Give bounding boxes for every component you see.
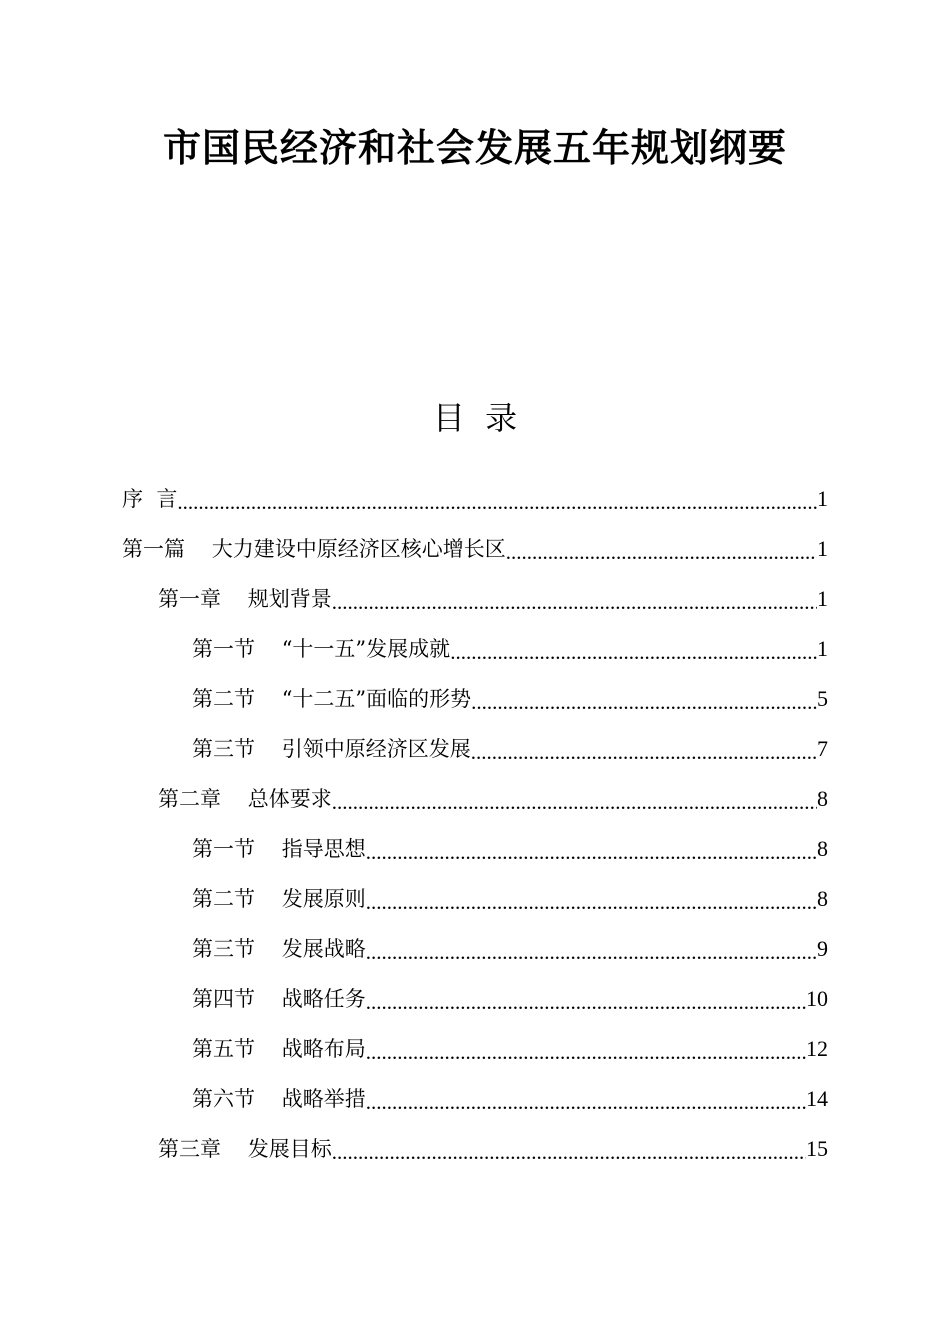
toc-entry[interactable] <box>0 824 950 874</box>
toc-entry-page-number: 8 <box>817 786 828 811</box>
toc-entry[interactable] <box>0 674 950 724</box>
toc-entry[interactable] <box>0 1024 950 1074</box>
toc-entry[interactable] <box>0 624 950 674</box>
toc-entry-label: 第五节 战略布局 <box>192 1037 366 1061</box>
toc-entry[interactable] <box>0 924 950 974</box>
toc-entry[interactable] <box>0 724 950 774</box>
toc-dot-leader <box>366 824 817 874</box>
toc-entry[interactable] <box>0 474 950 524</box>
toc-entry[interactable] <box>0 1124 950 1174</box>
toc-dot-leader <box>471 724 817 774</box>
toc-entry-label: 序 言 <box>122 487 178 511</box>
toc-entry-label: 第四节 战略任务 <box>192 987 366 1011</box>
toc-entry[interactable] <box>0 1074 950 1124</box>
toc-entry-page-number: 14 <box>806 1086 828 1111</box>
toc-entry-page-number: 8 <box>817 886 828 911</box>
toc-entry[interactable] <box>0 974 950 1024</box>
toc-dot-leader <box>366 974 806 1024</box>
toc-dot-leader <box>366 874 817 924</box>
toc-dot-leader <box>332 574 817 624</box>
toc-entry-page-number: 10 <box>806 986 828 1011</box>
toc-entry-label: 第一章 规划背景 <box>158 587 332 611</box>
toc-dot-leader <box>471 674 817 724</box>
toc-entry-page-number: 5 <box>817 686 828 711</box>
toc-dot-leader <box>506 524 817 574</box>
toc-entry-page-number: 1 <box>817 536 828 561</box>
toc-entry[interactable] <box>0 874 950 924</box>
toc-dot-leader <box>332 1124 806 1174</box>
toc-entry-label: 第二章 总体要求 <box>158 787 332 811</box>
toc-entry-label: 第三节 引领中原经济区发展 <box>192 737 471 761</box>
toc-dot-leader <box>366 1074 806 1124</box>
toc-entry[interactable] <box>0 774 950 824</box>
toc-dot-leader <box>332 774 817 824</box>
toc-entry-page-number: 9 <box>817 936 828 961</box>
toc-entry-label: 第一篇 大力建设中原经济区核心增长区 <box>122 537 506 561</box>
toc-entry-page-number: 7 <box>817 736 828 761</box>
toc-entry-page-number: 1 <box>817 636 828 661</box>
toc-entry-label: 第一节 指导思想 <box>192 837 366 861</box>
toc-entry-label: 第三节 发展战略 <box>192 937 366 961</box>
toc-entry-label: 第一节 “十一五”发展成就 <box>192 637 451 661</box>
toc-entry[interactable] <box>0 524 950 574</box>
toc-entry[interactable] <box>0 574 950 624</box>
document-title: 市国民经济和社会发展五年规划纲要 <box>162 125 787 170</box>
toc-entry-page-number: 8 <box>817 836 828 861</box>
toc-dot-leader <box>366 1024 806 1074</box>
toc-entry-page-number: 15 <box>806 1136 828 1161</box>
toc-entry-label: 第三章 发展目标 <box>158 1137 332 1161</box>
toc-entry-page-number: 1 <box>817 486 828 511</box>
toc-entry-page-number: 12 <box>806 1036 828 1061</box>
toc-entry-label: 第二节 “十二五”面临的形势 <box>192 687 472 711</box>
toc-entry-label: 第二节 发展原则 <box>192 887 366 911</box>
toc-entry-page-number: 1 <box>817 586 828 611</box>
toc-dot-leader <box>366 924 817 974</box>
toc-entry-label: 第六节 战略举措 <box>192 1087 366 1111</box>
toc-dot-leader <box>177 474 817 524</box>
toc-dot-leader <box>450 624 817 674</box>
table-of-contents <box>0 474 950 1174</box>
toc-heading: 目 录 <box>432 399 518 437</box>
